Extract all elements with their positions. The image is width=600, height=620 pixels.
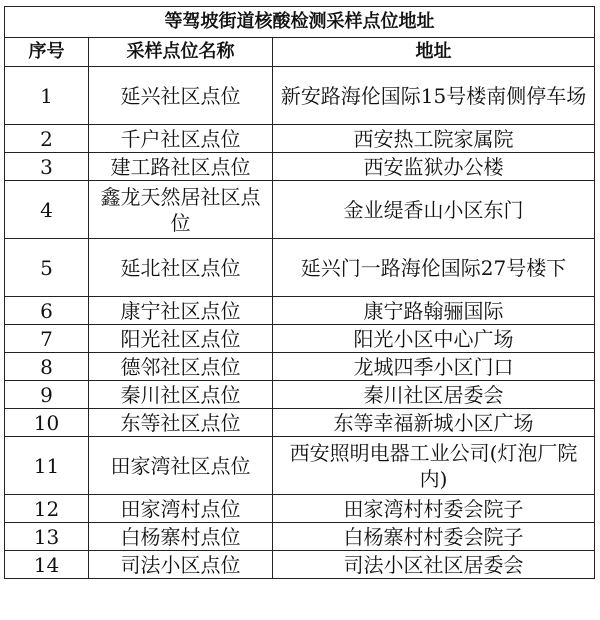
row-point-name: 秦川社区点位	[89, 381, 273, 409]
row-point-name: 白杨寨村点位	[89, 523, 273, 551]
row-address: 西安照明电器工业公司(灯泡厂院内)	[273, 437, 595, 495]
row-number: 10	[5, 409, 89, 437]
row-number: 11	[5, 437, 89, 495]
table-row	[5, 523, 595, 551]
table-row	[5, 381, 595, 409]
table-row	[5, 409, 595, 437]
header-address: 地址	[273, 38, 595, 67]
row-number: 14	[5, 551, 89, 579]
row-number: 3	[5, 153, 89, 181]
row-address: 白杨寨村村委会院子	[273, 523, 595, 551]
row-address: 东等幸福新城小区广场	[273, 409, 595, 437]
table-row	[5, 437, 595, 495]
table-row	[5, 325, 595, 353]
table-row	[5, 353, 595, 381]
header-number: 序号	[5, 38, 89, 67]
row-number: 8	[5, 353, 89, 381]
row-point-name: 阳光社区点位	[89, 325, 273, 353]
table-row	[5, 297, 595, 325]
table-row	[5, 153, 595, 181]
table-row	[5, 181, 595, 239]
row-address: 西安监狱办公楼	[273, 153, 595, 181]
row-point-name: 田家湾社区点位	[89, 437, 273, 495]
table-title-row	[5, 7, 595, 38]
table-row	[5, 551, 595, 579]
row-point-name: 延北社区点位	[89, 239, 273, 297]
row-point-name: 德邻社区点位	[89, 353, 273, 381]
row-address: 康宁路翰骊国际	[273, 297, 595, 325]
row-number: 4	[5, 181, 89, 239]
sampling-points-table	[4, 6, 595, 579]
header-point-name: 采样点位名称	[89, 38, 273, 67]
row-number: 7	[5, 325, 89, 353]
table-header-row	[5, 38, 595, 67]
table-row	[5, 495, 595, 523]
row-address: 西安热工院家属院	[273, 125, 595, 153]
table-title: 等驾坡街道核酸检测采样点位地址	[5, 7, 595, 38]
row-point-name: 东等社区点位	[89, 409, 273, 437]
row-point-name: 建工路社区点位	[89, 153, 273, 181]
row-address: 司法小区社区居委会	[273, 551, 595, 579]
row-address: 秦川社区居委会	[273, 381, 595, 409]
row-number: 13	[5, 523, 89, 551]
row-address: 延兴门一路海伦国际27号楼下	[273, 239, 595, 297]
row-number: 6	[5, 297, 89, 325]
row-number: 12	[5, 495, 89, 523]
row-number: 2	[5, 125, 89, 153]
row-address: 金业缇香山小区东门	[273, 181, 595, 239]
row-point-name: 康宁社区点位	[89, 297, 273, 325]
row-point-name: 延兴社区点位	[89, 67, 273, 125]
table-row	[5, 67, 595, 125]
sampling-points-sheet	[4, 6, 594, 579]
row-point-name: 田家湾村点位	[89, 495, 273, 523]
row-number: 9	[5, 381, 89, 409]
row-point-name: 司法小区点位	[89, 551, 273, 579]
row-address: 阳光小区中心广场	[273, 325, 595, 353]
row-number: 5	[5, 239, 89, 297]
row-address: 龙城四季小区门口	[273, 353, 595, 381]
row-address: 田家湾村村委会院子	[273, 495, 595, 523]
table-row	[5, 239, 595, 297]
row-number: 1	[5, 67, 89, 125]
row-address: 新安路海伦国际15号楼南侧停车场	[273, 67, 595, 125]
row-point-name: 千户社区点位	[89, 125, 273, 153]
row-point-name: 鑫龙天然居社区点位	[89, 181, 273, 239]
table-row	[5, 125, 595, 153]
